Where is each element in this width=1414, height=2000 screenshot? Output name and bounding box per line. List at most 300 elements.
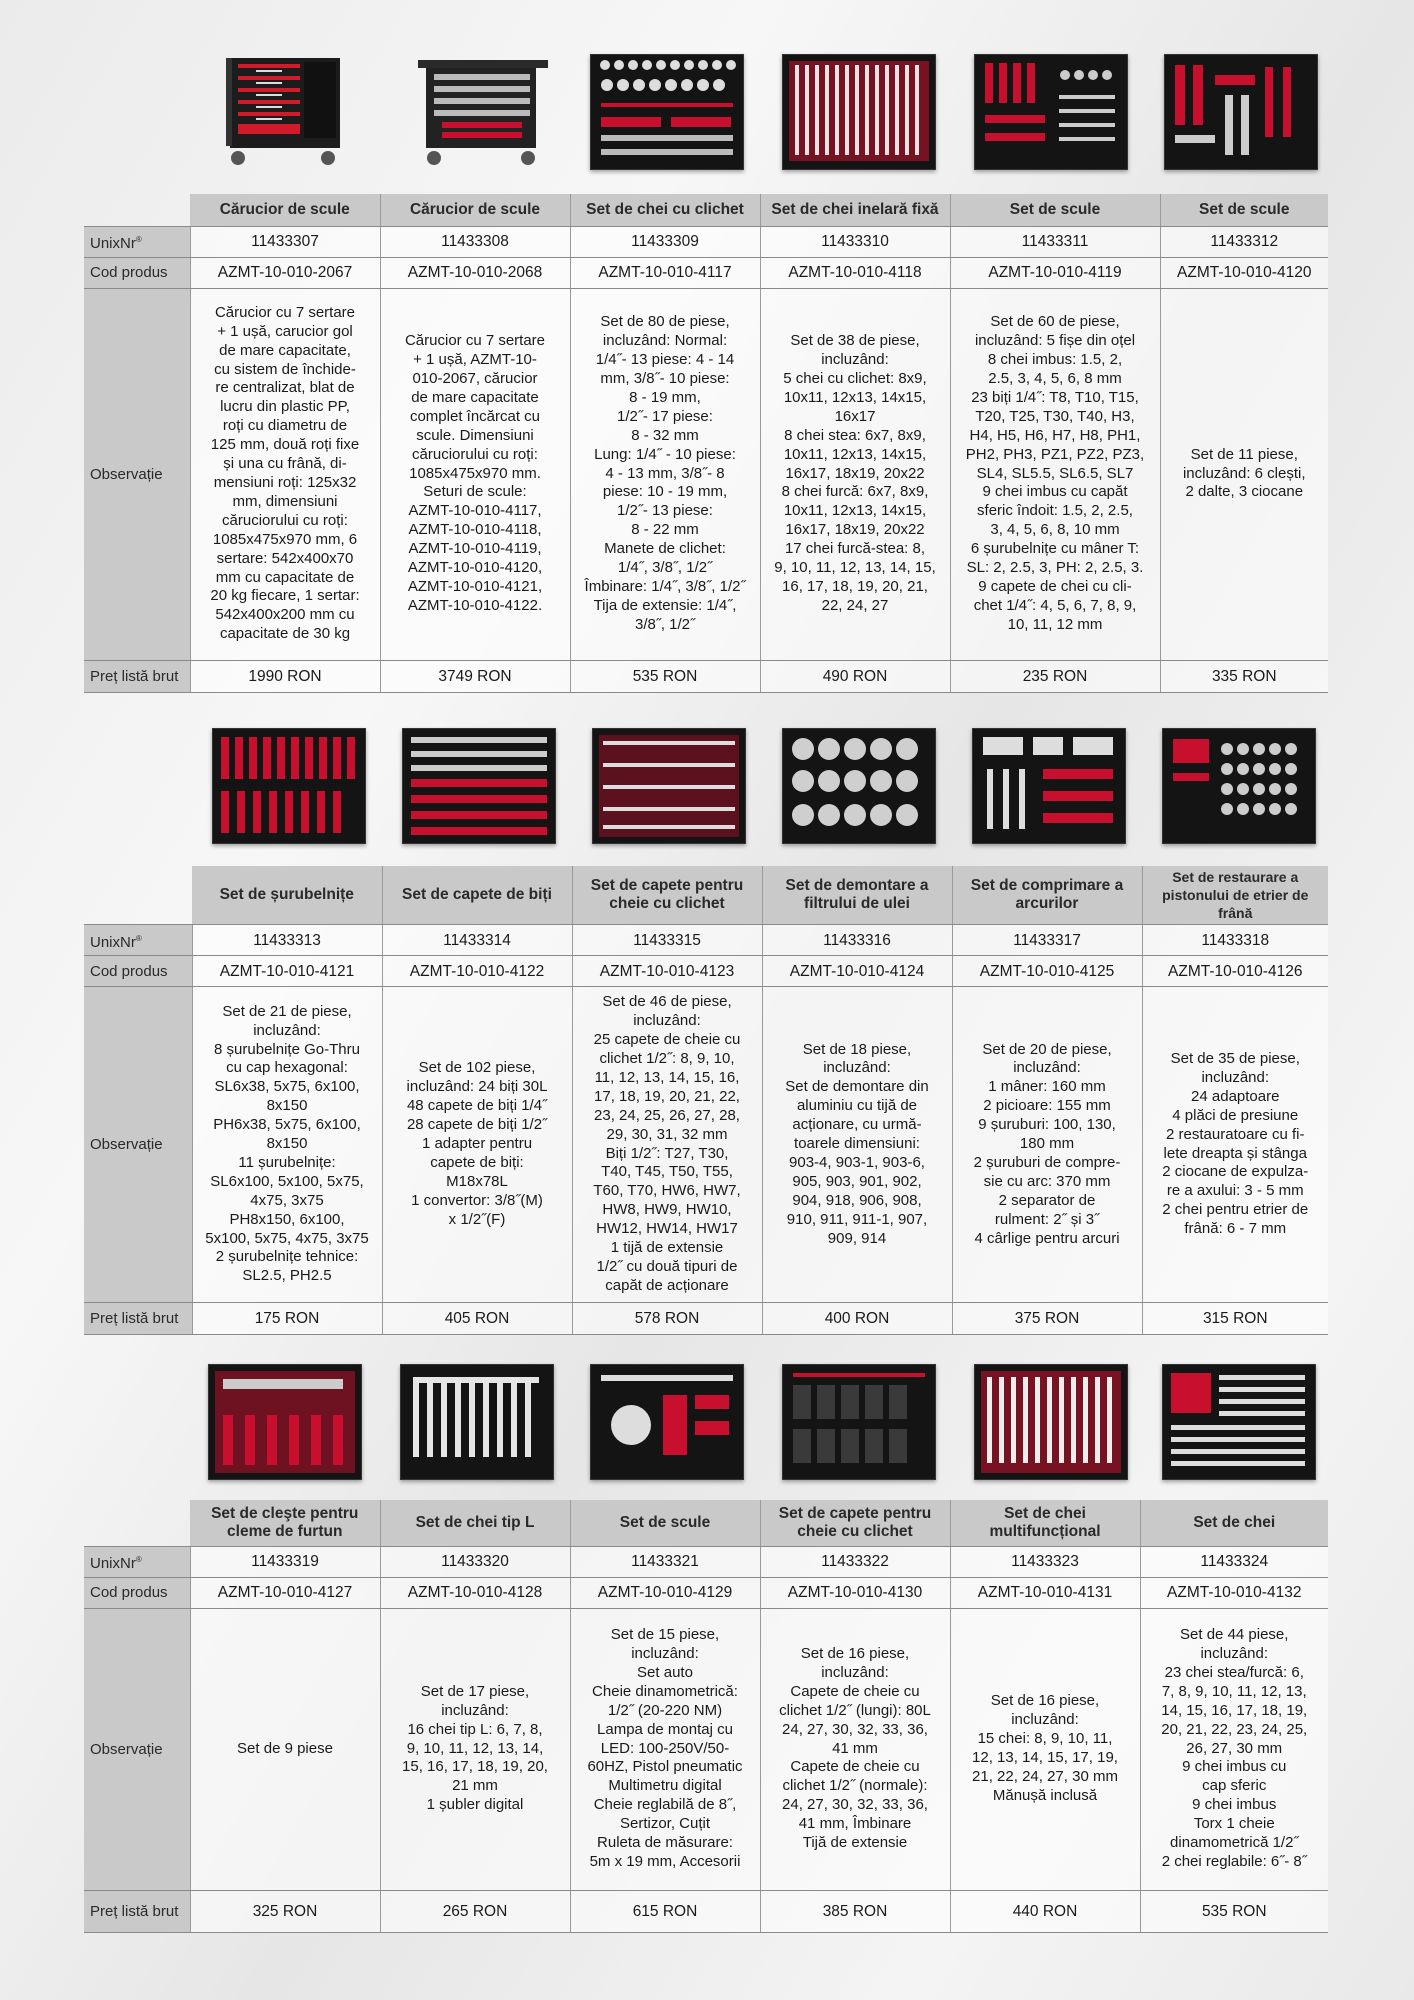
observation-line: 17, 18, 19, 20, 21, 22, (594, 1087, 740, 1105)
product-name: Set de chei cu clichet (570, 194, 760, 226)
observation-line: re centralizat, blat de (215, 379, 355, 397)
observation-line: Set de 60 de piese, (990, 313, 1120, 331)
observation-line: cu cap hexagonal: (226, 1059, 348, 1077)
product-price: 3749 RON (380, 660, 570, 692)
observation-line: Set de 16 piese, (800, 1645, 910, 1663)
observation-line: incluzând: Normal: (602, 332, 728, 350)
unix-number: 11433319 (190, 1546, 380, 1577)
observation-line: rulment: 2˝ și 3˝ (994, 1210, 1100, 1228)
observation-line: 1 mâner: 160 mm (988, 1078, 1106, 1096)
product-code: AZMT-10-010-4123 (572, 956, 762, 987)
l-wrench-tray-image (400, 1364, 554, 1480)
observation-line: HW8, HW9, HW10, (602, 1201, 732, 1219)
observation-line: HW12, HW14, HW17 (596, 1220, 738, 1238)
product-observation (382, 987, 572, 1303)
observation-line: Seturi de scule: (423, 483, 527, 501)
observation-line: Cheie reglabilă de 8˝, (593, 1796, 737, 1814)
observation-line: 22, 24, 27 (821, 596, 889, 614)
corner-cell (84, 866, 192, 925)
unix-number: 11433314 (382, 925, 572, 956)
observation-line: Biți 1/2˝: T27, T30, (605, 1144, 729, 1162)
observation-line: clichet 1/2˝: 8, 9, 10, (599, 1049, 735, 1067)
observation-line: 15 chei: 8, 9, 10, 11, (977, 1730, 1113, 1748)
observation-line: 9 șuruburi: 100, 130, (978, 1116, 1116, 1134)
observation-line: incluzând: (821, 1663, 889, 1681)
product-code: AZMT-10-010-4130 (760, 1577, 950, 1608)
product-price: 175 RON (192, 1303, 382, 1335)
product-observation (760, 288, 950, 660)
observation-line: incluzând: (633, 1012, 701, 1030)
product-price: 315 RON (1142, 1303, 1328, 1335)
observation-line: 21, 22, 24, 27, 30 mm (972, 1767, 1118, 1785)
observation-line: 904, 918, 906, 908, (792, 1191, 922, 1209)
observation-line: incluzând: (441, 1701, 509, 1719)
tool-cart-image (406, 54, 558, 168)
observation-line: T40, T45, T50, T55, (601, 1163, 733, 1181)
unix-number: 11433313 (192, 925, 382, 956)
product-code: AZMT-10-010-4132 (1140, 1577, 1328, 1608)
product-price: 535 RON (570, 660, 760, 692)
observation-line: 010-2067, cărucior (412, 370, 538, 388)
observation-line: T60, T70, HW6, HW7, (593, 1182, 741, 1200)
observation-line: 2 ciocane de expulza- (1162, 1163, 1309, 1181)
observation-line: 2.5, 3, 4, 5, 6, 8 mm (988, 370, 1122, 388)
observation-line: incluzând: (1013, 1059, 1081, 1077)
product-code: AZMT-10-010-2067 (190, 257, 380, 288)
observation-line: capete de biți: (430, 1153, 524, 1171)
unix-number: 11433309 (570, 226, 760, 257)
observation-line: Mănușă inclusă (992, 1786, 1098, 1804)
observation-line: cu sistem de închide- (214, 360, 356, 378)
product-observation (380, 1608, 570, 1890)
tool-cart-image (216, 54, 368, 168)
observation-line: Set de 35 de piese, (1170, 1049, 1300, 1067)
product-table-3 (84, 1500, 1328, 1933)
observation-line: 2 restauratoare cu fi- (1166, 1125, 1305, 1143)
ratchet-socket-tray-image (590, 54, 744, 170)
observation-line: mensiuni roți: 125x32 (213, 474, 357, 491)
observation-line: 542x400x200 mm cu (215, 606, 355, 624)
observation-line: Set de demontare din (785, 1078, 929, 1096)
observation-line: 5m x 19 mm, Accesorii (589, 1852, 741, 1870)
observation-line: sferic îndoit: 1.5, 2, 2.5, (977, 502, 1133, 520)
observation-line: 26, 27, 30 mm (1186, 1739, 1283, 1757)
observation-line: Multimetru digital (608, 1777, 722, 1795)
observation-line: PH6x38, 5x75, 6x100, (213, 1116, 361, 1134)
product-price: 615 RON (570, 1890, 760, 1932)
observation-line: 1 adapter pentru (421, 1135, 533, 1153)
observation-line: 5x100, 5x75, 4x75, 3x75 (205, 1229, 369, 1247)
observation-line: 16, 17, 18, 19, 20, 21, (782, 577, 928, 595)
row-label-cod: Cod produs (84, 1577, 190, 1608)
observation-line: Set de 16 piese, (990, 1692, 1100, 1710)
observation-line: de mare capacitate, (219, 341, 351, 359)
product-name: Set de chei multifuncțional (950, 1500, 1140, 1546)
observation-line: 910, 911, 911-1, 907, (786, 1210, 928, 1228)
oil-filter-cap-tray-image (782, 728, 936, 844)
observation-line: 8 - 22 mm (631, 521, 699, 539)
observation-line: piese: 10 - 19 mm, (602, 483, 728, 501)
product-observation (952, 987, 1142, 1303)
bit-socket-tray-image (402, 728, 556, 844)
combination-wrench-tray-image (782, 54, 936, 170)
observation-line: 1/2˝ (20-220 NM) (607, 1701, 723, 1719)
observation-line: 1085x475x970 mm, 6 (212, 530, 358, 548)
observation-line: Sertizor, Cuțit (619, 1815, 711, 1833)
observation-line: 1 șubler digital (426, 1796, 524, 1814)
observation-line: + 1 ușă, carucior gol (217, 322, 353, 340)
product-price: 490 RON (760, 660, 950, 692)
observation-line: SL6x38, 5x75, 6x100, (214, 1078, 360, 1096)
product-name: Set de restaurare a pistonului de etrier de frână (1142, 866, 1328, 925)
row-label-obs: Observație (84, 288, 190, 660)
observation-line: Set de 20 de piese, (982, 1040, 1112, 1058)
observation-line: 24, 27, 30, 32, 33, 36, (782, 1720, 928, 1738)
observation-line: 1 convertor: 3/8˝(M) (411, 1191, 543, 1209)
observation-line: incluzând: (253, 1021, 321, 1039)
product-observation (190, 288, 380, 660)
unix-number: 11433324 (1140, 1546, 1328, 1577)
observation-line: 25 capete de cheie cu (593, 1031, 741, 1049)
product-code: AZMT-10-010-4125 (952, 956, 1142, 987)
unix-number: 11433308 (380, 226, 570, 257)
observation-line: lete dreapta și stânga (1163, 1144, 1307, 1162)
observation-line: 20 kg fiecare, 1 sertar: (210, 587, 360, 605)
observation-line: SL: 2, 2.5, 3, PH: 2, 2.5, 3. (966, 559, 1144, 577)
product-price: 405 RON (382, 1303, 572, 1335)
product-code: AZMT-10-010-4127 (190, 1577, 380, 1608)
observation-line: 8 șurubelnițe Go-Thru (214, 1040, 360, 1058)
observation-line: Torx 1 cheie (1193, 1815, 1275, 1833)
observation-line: 7, 8, 9, 10, 11, 12, 13, (1161, 1682, 1307, 1700)
observation-line: 15, 16, 17, 18, 19, 20, (402, 1758, 548, 1776)
observation-line: 16 chei tip L: 6, 7, 8, (407, 1720, 543, 1738)
observation-line: 8x150 (266, 1135, 308, 1153)
product-price: 578 RON (572, 1303, 762, 1335)
observation-line: 41 mm (832, 1739, 878, 1757)
observation-line: lucru din plastic PP, (220, 398, 350, 416)
observation-line: incluzând: (1201, 1068, 1270, 1086)
corner-cell (84, 194, 190, 226)
observation-line: sertare: 542x400x70 (216, 549, 354, 567)
observation-line: dinamometrică 1/2˝ (1170, 1834, 1299, 1852)
observation-line: Tijă de extensie (802, 1834, 908, 1852)
unix-number: 11433322 (760, 1546, 950, 1577)
observation-line: scule. Dimensiuni (416, 426, 534, 444)
observation-line: Cheie dinamometrică: (592, 1682, 738, 1700)
ratcheting-wrench-tray-image (974, 1364, 1128, 1480)
observation-line: Cărucior cu 7 sertare (404, 332, 546, 350)
screwdriver-tray-image (212, 728, 366, 844)
unix-number: 11433323 (950, 1546, 1140, 1577)
observation-line: 4 - 13 mm, 3/8˝- 8 (605, 464, 725, 482)
product-observation (950, 1608, 1140, 1890)
observation-line: H4, H5, H6, H7, H8, PH1, (969, 426, 1141, 444)
observation-line: Lampa de montaj cu (597, 1720, 733, 1738)
observation-line: Capete de cheie cu (790, 1758, 920, 1776)
product-observation (950, 288, 1160, 660)
observation-line: 24, 27, 30, 32, 33, 36, (782, 1796, 928, 1814)
observation-line: 8 chei imbus: 1.5, 2, (987, 351, 1123, 369)
product-code: AZMT-10-010-4120 (1160, 257, 1328, 288)
observation-line: AZMT-10-010-4120, (407, 559, 543, 577)
product-observation (1142, 987, 1328, 1303)
product-observation (380, 288, 570, 660)
observation-line: Set de 46 de piese, (602, 993, 732, 1011)
observation-line: 9 chei imbus (1192, 1796, 1277, 1814)
product-observation (192, 987, 382, 1303)
product-name: Set de chei (1140, 1500, 1328, 1546)
corner-cell (84, 1500, 190, 1546)
product-name: Set de comprimare a arcurilor (952, 866, 1142, 925)
product-name: Set de chei inelară fixă (760, 194, 950, 226)
observation-line: Set de 102 piese, (418, 1059, 536, 1077)
observation-line: 4 cârlige pentru arcuri (974, 1229, 1120, 1247)
product-name: Set de capete pentru cheie cu clichet (760, 1500, 950, 1546)
observation-line: SL2.5, PH2.5 (242, 1267, 332, 1285)
observation-line: 41 mm, Îmbinare (798, 1815, 912, 1833)
observation-line: 1 tijă de extensie (610, 1239, 724, 1257)
spring-compressor-tray-image (972, 728, 1126, 844)
observation-line: 8x150 (266, 1097, 308, 1115)
observation-line: 903-4, 903-1, 903-6, (789, 1153, 925, 1171)
observation-line: + 1 ușă, AZMT-10- (413, 351, 537, 369)
unix-number: 11433311 (950, 226, 1160, 257)
observation-line: acționare, cu urmă- (792, 1116, 922, 1134)
product-code: AZMT-10-010-4118 (760, 257, 950, 288)
observation-line: 4x75, 3x75 (250, 1191, 324, 1209)
hose-clamp-pliers-tray-image (208, 1364, 362, 1480)
observation-line: incluzând: (1200, 1645, 1269, 1663)
observation-line: 125 mm, două roți fixe (210, 436, 360, 454)
product-name: Set de demontare a filtrului de ulei (762, 866, 952, 925)
observation-line: Manete de clichet: (604, 540, 726, 558)
observation-line: complet încărcat cu (409, 407, 541, 425)
multi-tool-tray-image (590, 1364, 744, 1480)
observation-line: chet 1/4˝: 4, 5, 6, 7, 8, 9, (973, 596, 1137, 614)
observation-line: aluminiu cu tijă de (796, 1097, 918, 1115)
observation-line: căruciorului cu roți: (412, 445, 538, 463)
observation-line: căruciorului cu roți: (222, 511, 348, 529)
observation-line: 20, 21, 22, 23, 24, 25, (1161, 1720, 1308, 1738)
observation-line: incluzând: 6 clești, (1182, 464, 1306, 482)
observation-line: 29, 30, 31, 32 mm (606, 1125, 728, 1143)
observation-line: Set de 17 piese, (420, 1682, 530, 1700)
observation-line: 16x17, 18x19, 20x22 (785, 521, 925, 539)
observation-line: 3/8˝, 1/2˝ (634, 615, 696, 633)
observation-line: clichet 1/2˝ (normale): (782, 1777, 928, 1795)
product-name: Set de cleşte pentru cleme de furtun (190, 1500, 380, 1546)
observation-line: re a axului: 3 - 5 mm (1166, 1182, 1304, 1200)
observation-line: roți cu diametru de (222, 417, 348, 435)
observation-line: 2 picioare: 155 mm (983, 1097, 1111, 1115)
observation-line: AZMT-10-010-4117, (408, 502, 542, 520)
product-name: Cărucior de scule (190, 194, 380, 226)
product-name: Set de chei tip L (380, 1500, 570, 1546)
brake-caliper-tray-image (1162, 728, 1316, 844)
observation-line: PH8x150, 6x100, (229, 1210, 345, 1228)
observation-line: 9 capete de chei cu cli- (978, 577, 1132, 595)
product-price: 335 RON (1160, 660, 1328, 692)
observation-line: 9 chei imbus cu (1182, 1758, 1287, 1776)
observation-line: incluzând: 5 fișe din oțel (974, 332, 1136, 350)
observation-line: 23 chei stea/furcă: 6, (1164, 1663, 1304, 1681)
observation-line: 8 chei stea: 6x7, 8x9, (784, 426, 926, 444)
wrench-mix-tray-image (1162, 1364, 1316, 1480)
observation-line: 11 șurubelnițe: (238, 1153, 336, 1171)
observation-line: Set de 15 piese, (610, 1626, 720, 1644)
observation-line: AZMT-10-010-4118, (408, 521, 542, 539)
product-price: 265 RON (380, 1890, 570, 1932)
observation-line: 10x11, 12x13, 14x15, (783, 388, 927, 406)
product-observation (572, 987, 762, 1303)
product-code: AZMT-10-010-2068 (380, 257, 570, 288)
observation-line: 2 chei pentru etrier de (1162, 1201, 1309, 1219)
observation-line: capăt de acționare (605, 1276, 729, 1294)
observation-line: 5 chei cu clichet: 8x9, (783, 370, 927, 388)
observation-line: 2 șurubelnițe tehnice: (215, 1248, 359, 1266)
product-code: AZMT-10-010-4117 (570, 257, 760, 288)
long-socket-tray-image (592, 728, 746, 844)
pliers-hammer-tray-image (1164, 54, 1318, 170)
observation-line: 1/2˝- 13 piese: (617, 502, 713, 520)
observation-line: cap sferic (1202, 1777, 1267, 1795)
row-label-unix: UnixNr® (84, 1546, 190, 1577)
observation-line: 1/2˝- 17 piese: (617, 407, 713, 425)
row-label-obs: Observație (84, 1608, 190, 1890)
product-name: Cărucior de scule (380, 194, 570, 226)
observation-line: Îmbinare: 1/4˝, 3/8˝, 1/2˝ (584, 577, 746, 595)
observation-line: 21 mm (452, 1777, 498, 1795)
product-name: Set de scule (1160, 194, 1328, 226)
row-label-unix: UnixNr® (84, 226, 190, 257)
product-observation (570, 1608, 760, 1890)
product-table-1 (84, 194, 1328, 693)
image-row-3 (106, 1364, 1328, 1490)
observation-line: Set de 9 piese (237, 1739, 333, 1757)
observation-line: 9, 10, 11, 12, 13, 14, 15, (774, 559, 936, 577)
observation-line: incluzând: (631, 1645, 699, 1663)
observation-line: AZMT-10-010-4119, (408, 540, 542, 558)
observation-line: LED: 100-250V/50- (600, 1739, 730, 1757)
observation-line: 11, 12, 13, 14, 15, 16, (594, 1068, 740, 1086)
product-observation (760, 1608, 950, 1890)
product-price: 440 RON (950, 1890, 1140, 1932)
observation-line: incluzând: (1011, 1711, 1079, 1729)
row-label-unix: UnixNr® (84, 925, 192, 956)
product-code: AZMT-10-010-4129 (570, 1577, 760, 1608)
unix-number: 11433312 (1160, 226, 1328, 257)
product-price: 235 RON (950, 660, 1160, 692)
observation-line: de mare capacitate (411, 388, 539, 406)
observation-line: mm, dimensiuni (232, 492, 338, 510)
observation-line: Cărucior cu 7 sertare (214, 303, 356, 321)
product-code: AZMT-10-010-4126 (1142, 956, 1328, 987)
product-observation (762, 987, 952, 1303)
unix-number: 11433320 (380, 1546, 570, 1577)
unix-number: 11433315 (572, 925, 762, 956)
unix-number: 11433316 (762, 925, 952, 956)
observation-line: 60HZ, Pistol pneumatic (587, 1758, 743, 1776)
observation-line: Set de 21 de piese, (222, 1002, 352, 1020)
observation-line: Set de 38 de piese, (790, 332, 920, 350)
observation-line: 48 capete de biți 1/4˝ (406, 1097, 548, 1115)
observation-line: incluzând: (823, 1059, 891, 1077)
observation-line: 2 separator de (998, 1191, 1096, 1209)
product-price: 325 RON (190, 1890, 380, 1932)
observation-line: 2 dalte, 3 ciocane (1185, 483, 1304, 501)
observation-line: 1/4˝- 13 piese: 4 - 14 (595, 351, 735, 369)
observation-line: SL6x100, 5x100, 5x75, (210, 1172, 364, 1190)
observation-line: x 1/2˝(F) (448, 1210, 506, 1228)
product-code: AZMT-10-010-4122 (382, 956, 572, 987)
observation-line: Set de 80 de piese, (600, 313, 730, 331)
product-code: AZMT-10-010-4128 (380, 1577, 570, 1608)
observation-line: mm, 3/8˝- 10 piese: (600, 370, 730, 388)
observation-line: 10x11, 12x13, 14x15, (783, 445, 927, 463)
observation-line: Tija de extensie: 1/4˝, (593, 596, 737, 614)
image-row-1 (106, 54, 1328, 180)
product-code: AZMT-10-010-4131 (950, 1577, 1140, 1608)
observation-line: 4 plăci de presiune (1172, 1106, 1299, 1124)
product-price: 1990 RON (190, 660, 380, 692)
observation-line: incluzând: 24 biți 30L (406, 1078, 548, 1096)
observation-line: 10, 11, 12 mm (1007, 615, 1103, 633)
observation-line: 9, 10, 11, 12, 13, 14, (406, 1739, 544, 1757)
observation-line: capacitate de 30 kg (219, 625, 351, 643)
observation-line: Lung: 1/4˝ - 10 piese: (594, 445, 736, 463)
product-name: Set de capete pentru cheie cu clichet (572, 866, 762, 925)
observation-line: Set de 44 piese, (1180, 1626, 1289, 1644)
row-label-cod: Cod produs (84, 956, 192, 987)
product-name: Set de scule (950, 194, 1160, 226)
observation-line: T20, T25, T30, T40, H3, (975, 407, 1135, 425)
observation-line: 905, 903, 901, 902, (792, 1172, 922, 1190)
observation-line: 10x11, 12x13, 14x15, (783, 502, 927, 520)
product-price: 375 RON (952, 1303, 1142, 1335)
observation-line: 1/2˝ cu două tipuri de (596, 1257, 738, 1275)
observation-line: 2 chei reglabile: 6˝- 8˝ (1161, 1852, 1307, 1870)
observation-line: 14, 15, 16, 17, 18, 19, (1161, 1701, 1308, 1719)
observation-line: 23 biți 1/4˝: T8, T10, T15, (971, 388, 1139, 406)
product-table-2 (84, 866, 1328, 1335)
observation-line: 2 șuruburi de compre- (973, 1153, 1121, 1171)
product-observation (190, 1608, 380, 1890)
observation-line: AZMT-10-010-4121, (407, 577, 543, 595)
row-label-price: Preț listă brut (84, 1303, 192, 1335)
unix-number: 11433310 (760, 226, 950, 257)
unix-number: 11433317 (952, 925, 1142, 956)
product-code: AZMT-10-010-4124 (762, 956, 952, 987)
product-price: 535 RON (1140, 1890, 1328, 1932)
observation-line: 12, 13, 14, 15, 17, 19, (972, 1749, 1118, 1766)
observation-line: mm cu capacitate de (215, 568, 355, 586)
observation-line: 17 chei furcă-stea: 8, (784, 540, 926, 558)
product-name: Set de șurubelnițe (192, 866, 382, 925)
product-code: AZMT-10-010-4121 (192, 956, 382, 987)
observation-line: Capete de cheie cu (790, 1682, 920, 1700)
observation-line: 3, 4, 5, 6, 8, 10 mm (990, 521, 1120, 539)
observation-line: AZMT-10-010-4122. (407, 596, 543, 614)
observation-line: M18x78L (446, 1172, 508, 1190)
observation-line: Set de 11 piese, (1190, 445, 1298, 463)
observation-line: 909, 914 (827, 1229, 887, 1247)
observation-line: 16x17 (834, 407, 876, 425)
observation-line: frână: 6 - 7 mm (1184, 1220, 1287, 1238)
observation-line: Set auto (637, 1663, 693, 1681)
observation-line: și una cu frână, di- (223, 455, 347, 473)
unix-number: 11433307 (190, 226, 380, 257)
